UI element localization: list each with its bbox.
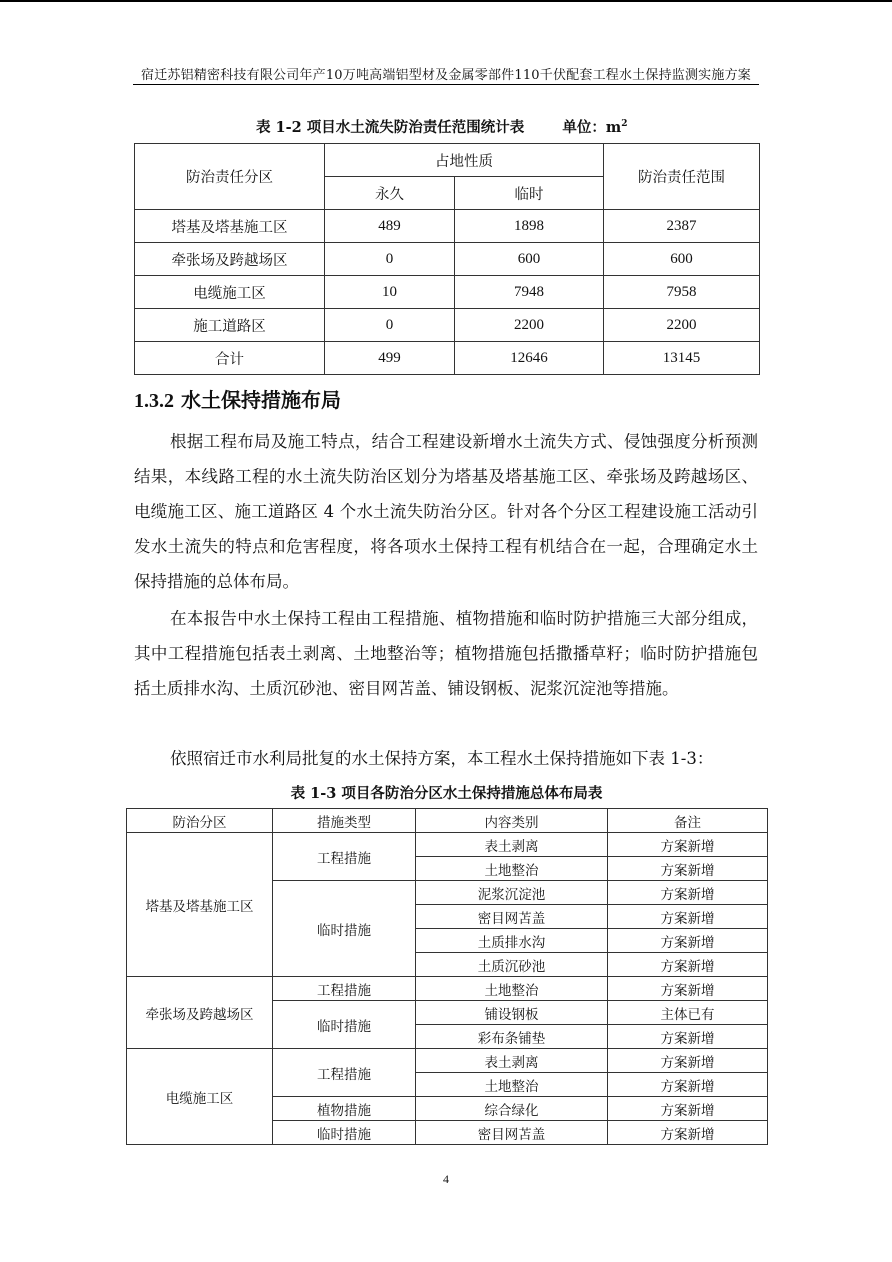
cell-note: 方案新增 <box>608 857 768 881</box>
cell-zone: 电缆施工区 <box>135 276 325 309</box>
table-row-total <box>135 342 760 375</box>
section-title: 水土保持措施布局 <box>180 388 341 412</box>
header-rule <box>133 84 759 85</box>
table-1-3-caption: 表 1-3 项目各防治分区水土保持措施总体布局表 <box>290 785 603 802</box>
cell-zone: 塔基及塔基施工区 <box>135 210 325 243</box>
cell-type: 临时措施 <box>273 1001 416 1049</box>
cell-permanent: 489 <box>325 210 455 243</box>
cell-content: 表土剥离 <box>416 1049 608 1073</box>
col-header-zone: 防治分区 <box>127 809 273 833</box>
cell-type: 工程措施 <box>273 977 416 1001</box>
cell-zone: 塔基及塔基施工区 <box>127 833 273 977</box>
cell-content: 铺设钢板 <box>416 1001 608 1025</box>
cell-temporary: 2200 <box>455 309 604 342</box>
cell-content: 土地整治 <box>416 1073 608 1097</box>
table-row <box>127 977 768 1001</box>
table-row <box>127 1049 768 1073</box>
col-header-temporary: 临时 <box>455 177 604 210</box>
running-header: 宿迁苏铝精密科技有限公司年产10万吨高端铝型材及金属零部件110千伏配套工程水土保持监测实施方案 <box>141 68 751 83</box>
cell-content: 泥浆沉淀池 <box>416 881 608 905</box>
cell-note: 方案新增 <box>608 1121 768 1145</box>
cell-note: 方案新增 <box>608 1097 768 1121</box>
cell-temporary: 1898 <box>455 210 604 243</box>
cell-content: 综合绿化 <box>416 1097 608 1121</box>
cell-range: 600 <box>604 243 760 276</box>
cell-content: 土质排水沟 <box>416 929 608 953</box>
cell-note: 方案新增 <box>608 1025 768 1049</box>
table-1-2 <box>134 143 760 375</box>
col-header-content: 内容类别 <box>416 809 608 833</box>
cell-range: 2387 <box>604 210 760 243</box>
cell-permanent: 0 <box>325 309 455 342</box>
cell-type: 植物措施 <box>273 1097 416 1121</box>
top-border-line <box>0 0 892 2</box>
cell-permanent: 10 <box>325 276 455 309</box>
cell-range: 2200 <box>604 309 760 342</box>
col-header-type: 措施类型 <box>273 809 416 833</box>
cell-range: 7958 <box>604 276 760 309</box>
table-row <box>127 833 768 857</box>
cell-range: 13145 <box>604 342 760 375</box>
col-header-zone: 防治责任分区 <box>135 144 325 210</box>
paragraph-layout: 根据工程布局及施工特点，结合工程建设新增水土流失方式、侵蚀强度分析预测结果，本线路工程的水土流失防治区划分为塔基及塔基施工区、牵张场及跨越场区、电缆施工区、施工道路区 4 个水土流失防治分区。针对各个分区工程建设施工活动引发水土流失的特点和危害程度，将各项水土保持工程有机结合在一起，合理确定水土保持措施的总体布局。 <box>134 432 758 591</box>
cell-type: 工程措施 <box>273 833 416 881</box>
cell-content: 土地整治 <box>416 977 608 1001</box>
col-header-range: 防治责任范围 <box>604 144 760 210</box>
cell-note: 主体已有 <box>608 1001 768 1025</box>
table-1-3 <box>126 808 768 1145</box>
cell-note: 方案新增 <box>608 977 768 1001</box>
cell-content: 密目网苫盖 <box>416 1121 608 1145</box>
cell-note: 方案新增 <box>608 833 768 857</box>
table-1-2-title: 表 1-2 项目水土流失防治责任范围统计表 <box>256 119 525 136</box>
table-row <box>135 243 760 276</box>
section-number: 1.3.2 <box>134 390 174 412</box>
cell-content: 表土剥离 <box>416 833 608 857</box>
table-1-2-unit: 单位：m <box>562 119 622 136</box>
table-1-2-unit-sup: 2 <box>621 119 628 130</box>
cell-zone: 牵张场及跨越场区 <box>127 977 273 1049</box>
cell-content: 密目网苫盖 <box>416 905 608 929</box>
cell-note: 方案新增 <box>608 905 768 929</box>
section-heading <box>134 384 341 413</box>
cell-content: 土质沉砂池 <box>416 953 608 977</box>
cell-note: 方案新增 <box>608 1049 768 1073</box>
cell-temporary: 7948 <box>455 276 604 309</box>
table-row <box>135 276 760 309</box>
table-row <box>135 309 760 342</box>
col-header-note: 备注 <box>608 809 768 833</box>
cell-note: 方案新增 <box>608 953 768 977</box>
cell-type: 工程措施 <box>273 1049 416 1097</box>
paragraph-measures: 在本报告中水土保持工程由工程措施、植物措施和临时防护措施三大部分组成，其中工程措施包括表土剥离、土地整治等；植物措施包括撒播草籽；临时防护措施包括土质排水沟、土质沉砂池、密目网苫盖、铺设钢板、泥浆沉淀池等措施。 <box>134 609 758 698</box>
table-1-2-caption <box>256 116 628 137</box>
cell-zone: 电缆施工区 <box>127 1049 273 1145</box>
col-header-land-nature: 占地性质 <box>325 144 604 177</box>
cell-content: 土地整治 <box>416 857 608 881</box>
table-row <box>135 210 760 243</box>
cell-type: 临时措施 <box>273 881 416 977</box>
col-header-permanent: 永久 <box>325 177 455 210</box>
cell-permanent: 0 <box>325 243 455 276</box>
cell-zone: 施工道路区 <box>135 309 325 342</box>
cell-note: 方案新增 <box>608 881 768 905</box>
cell-zone: 合计 <box>135 342 325 375</box>
table-header-row <box>127 809 768 833</box>
cell-note: 方案新增 <box>608 929 768 953</box>
cell-temporary: 12646 <box>455 342 604 375</box>
cell-zone: 牵张场及跨越场区 <box>135 243 325 276</box>
cell-note: 方案新增 <box>608 1073 768 1097</box>
cell-type: 临时措施 <box>273 1121 416 1145</box>
paragraph-reference: 依照宿迁市水利局批复的水土保持方案，本工程水土保持措施如下表 1-3： <box>170 749 714 768</box>
page-number: 4 <box>443 1172 449 1186</box>
cell-content: 彩布条铺垫 <box>416 1025 608 1049</box>
cell-permanent: 499 <box>325 342 455 375</box>
cell-temporary: 600 <box>455 243 604 276</box>
